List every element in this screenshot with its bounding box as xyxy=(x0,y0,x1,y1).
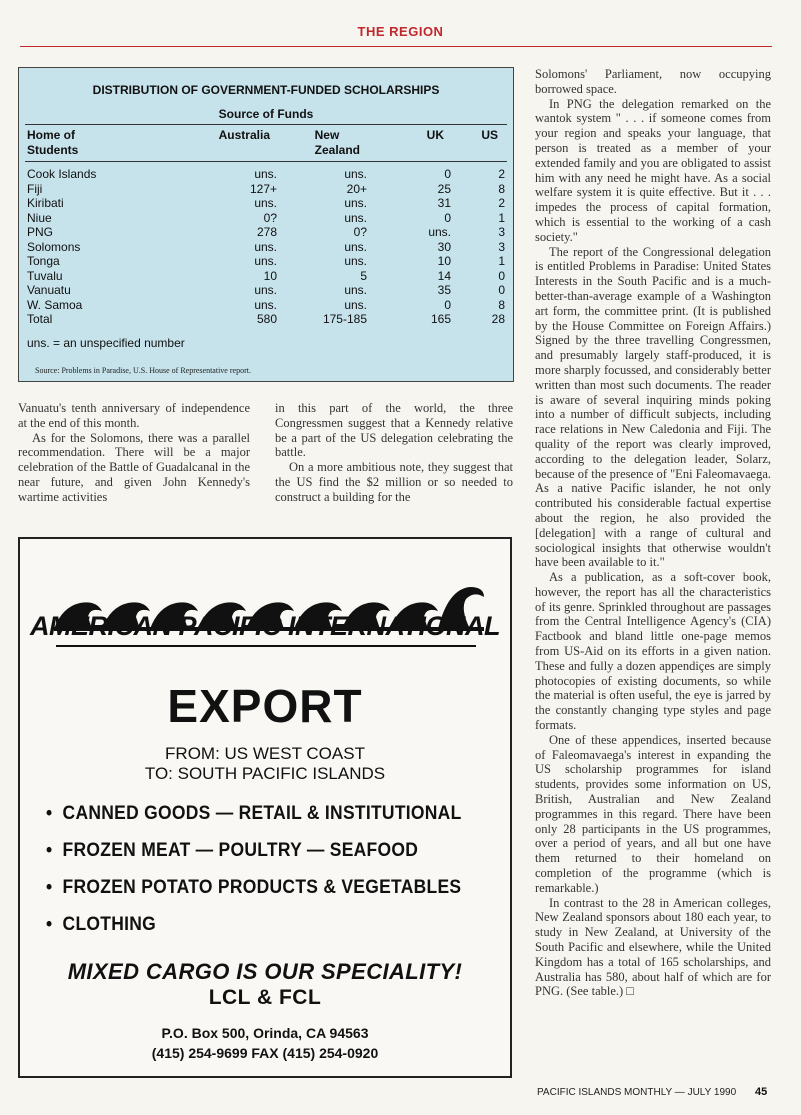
phone-fax: (415) 254-9699 FAX (415) 254-0920 xyxy=(151,1045,379,1061)
table-cell: 0 xyxy=(444,210,451,225)
bullet-icon: • xyxy=(46,914,53,935)
table-cell: 10 xyxy=(437,254,451,268)
table-cell: uns. xyxy=(254,283,277,297)
table-cell: 20+ xyxy=(346,181,367,196)
table-cell: uns. xyxy=(254,196,277,210)
table-cell: 127+ xyxy=(249,181,277,196)
table-source: Source: Problems in Paradise, U.S. House of Representative report. xyxy=(35,366,251,375)
ad-tagline: MIXED CARGO IS OUR SPECIALITY! xyxy=(67,959,463,984)
table-cell: Total xyxy=(27,312,53,326)
table-rule-header xyxy=(25,161,507,162)
table-cell: 0 xyxy=(498,268,505,283)
table-cell: PNG xyxy=(27,225,54,239)
paragraph: As for the Solomons, there was a parallel recommendation. There will be a major celebration of the Battle of Guadalcanal in the near future, and given John Kennedy's wartime activities xyxy=(18,430,250,504)
scholarship-table xyxy=(18,67,514,382)
table-row xyxy=(25,283,507,298)
table-cell: Kiribati xyxy=(27,196,64,210)
table-cell: 580 xyxy=(256,312,277,326)
list-item: • CLOTHING xyxy=(46,914,157,935)
table-row xyxy=(25,254,507,269)
table-row xyxy=(25,298,507,313)
table-cell: uns. xyxy=(344,254,367,268)
table-cell: 3 xyxy=(498,239,505,254)
table-cell: W. Samoa xyxy=(27,297,83,312)
table-cell: uns. xyxy=(344,297,367,312)
paragraph: On a more ambitious note, they suggest that the US find the $2 million or so needed to construct a building for the xyxy=(275,460,513,504)
paragraph: in this part of the world, the three Congressmen suggest that a Kennedy relative be a part of the US delegation celebrating the battle. xyxy=(275,401,513,460)
paragraph: Solomons' Parliament, now occupying borrowed space. xyxy=(535,67,771,96)
table-cell: 0 xyxy=(498,283,505,297)
table-cell: uns. xyxy=(254,254,277,268)
table-cell: 3 xyxy=(498,225,505,239)
table-cell: uns. xyxy=(254,297,277,312)
ad-headline: EXPORT xyxy=(167,680,363,732)
list-item: • CANNED GOODS — RETAIL & INSTITUTIONAL xyxy=(46,803,462,824)
table-cell: Tonga xyxy=(27,254,60,268)
table-cell: uns. xyxy=(344,283,367,297)
table-cell: Fiji xyxy=(27,181,43,196)
section-header: THE REGION xyxy=(357,24,444,39)
paragraph: As a publication, as a soft-cover book, however, the report has all the characteristics of its genre. Sprinkled throughout are passages from the Central Intelligence Agency's (CIA) Factbook and bland little one-page memos from US-Aid on its efforts in a given nation. These and fully a dozen appendiçes are simply photocopies of existing documents, so while the material is often useful, the eye is jarred by the constantly changing type styles and page formats. xyxy=(535,570,771,733)
shipping-route xyxy=(20,744,510,784)
header-rule xyxy=(20,46,772,47)
ad-cargo-type: LCL & FCL xyxy=(208,986,322,1009)
table-cell: 0? xyxy=(263,210,277,225)
table-row xyxy=(25,269,507,284)
table-cell: Cook Islands xyxy=(27,167,97,181)
table-title: DISTRIBUTION OF GOVERNMENT-FUNDED SCHOLARSHIPS xyxy=(92,83,440,97)
table-row xyxy=(25,225,507,240)
table-row xyxy=(25,211,507,226)
route-from: FROM: US WEST COAST xyxy=(165,744,365,763)
table-cell: 0 xyxy=(444,297,451,312)
paragraph: The report of the Congressional delegation is entitled Problems in Paradise: United States Interests in the South Pacific and is a much-better-than-average example of a Washington art form, the committee print. (It is published by the House Committee on Foreign Affairs.) Signed by the three travelling Congressmen, and presumably largely staff-produced, it is more sharply focussed, and considerably better written than most such documents. The reader is aware of several inquiring minds poking into a number of difficult subjects, including race relations in New Caledonia and Fiji. The quality of the report was clearly improved, according to the delegation leader, Solarz, because of the presence of "Eni Faleomavaega. As a native Pacific islander, he not only contributed his considerable factual expertise about the region, he also provided the [delegation] with a range of cultural and sociological insights that otherwise wouldn't have been available to it." xyxy=(535,244,771,570)
advertisement xyxy=(18,537,512,1078)
table-cell: 8 xyxy=(498,297,505,312)
table-cell: 1 xyxy=(498,254,505,268)
paragraph: In PNG the delegation remarked on the wantok system " . . . if someone comes from your region and speaks your language, that person is treated as a member of your extended family and you are obligated to assist him with any need he might have. As a social welfare system it is quite effective. But it . . . impedes the process of capital formation, which is essential to the working of a cash society." xyxy=(535,96,771,244)
table-cell: 1 xyxy=(498,210,505,225)
table-row xyxy=(25,167,507,182)
table-cell: 0 xyxy=(444,167,451,181)
paragraph: Vanuatu's tenth anniversary of independence at the end of this month. xyxy=(18,401,250,430)
table-row xyxy=(25,312,507,327)
list-item: • FROZEN MEAT — POULTRY — SEAFOOD xyxy=(46,840,419,861)
table-cell: 31 xyxy=(437,196,451,210)
list-item: • FROZEN POTATO PRODUCTS & VEGETABLES xyxy=(46,877,462,898)
table-cell: 175-185 xyxy=(322,312,367,326)
table-cell: uns. xyxy=(344,210,367,225)
table-cell: uns. xyxy=(344,239,367,254)
table-cell: 8 xyxy=(498,181,505,196)
table-row xyxy=(25,182,507,197)
table-cell: Vanuatu xyxy=(27,283,71,297)
table-cell: 25 xyxy=(437,181,451,196)
contact-info xyxy=(20,1023,510,1063)
table-row xyxy=(25,196,507,211)
table-cell: uns. xyxy=(254,239,277,254)
article-column-1 xyxy=(18,401,250,505)
column-header-home: Home of Students xyxy=(27,128,79,157)
table-cell: 2 xyxy=(498,196,505,210)
address: P.O. Box 500, Orinda, CA 94563 xyxy=(161,1025,369,1041)
bullet-icon: • xyxy=(46,840,53,861)
column-header-uk: UK xyxy=(426,128,444,142)
table-note: uns. = an unspecified number xyxy=(27,336,185,350)
bullet-icon: • xyxy=(46,803,53,824)
column-header-australia: Australia xyxy=(218,128,270,142)
table-cell: uns. xyxy=(428,225,451,239)
table-cell: 14 xyxy=(437,268,451,283)
table-cell: 0? xyxy=(353,225,367,239)
table-cell: 278 xyxy=(256,225,277,239)
table-rule-top xyxy=(25,124,507,125)
table-cell: 30 xyxy=(437,239,451,254)
table-cell: uns. xyxy=(344,196,367,210)
table-cell: uns. xyxy=(344,167,367,181)
brand-name: AMERICAN PACIFIC INTERNATIONAL xyxy=(30,611,500,641)
paragraph: In contrast to the 28 in American colleges, New Zealand sponsors about 180 each year, to study in New Zealand, at University of the South Pacific and elsewhere, while the United Kingdom has a total of 165 scholarships, and Australia has 580, about half of which are for PNG. (See table.) □ xyxy=(535,895,771,999)
route-to: TO: SOUTH PACIFIC ISLANDS xyxy=(144,764,386,783)
column-header-us: US xyxy=(481,128,498,142)
article-column-3 xyxy=(535,67,771,999)
article-column-2 xyxy=(275,401,513,505)
table-body xyxy=(25,167,507,327)
brand-rule xyxy=(56,645,476,647)
table-cell: 5 xyxy=(360,268,367,283)
bullet-icon: • xyxy=(46,877,53,898)
table-cell: Niue xyxy=(27,210,52,225)
table-row xyxy=(25,240,507,255)
table-cell: uns. xyxy=(254,167,277,181)
table-cell: 2 xyxy=(498,167,505,181)
table-cell: 10 xyxy=(263,268,277,283)
table-cell: Solomons xyxy=(27,239,81,254)
table-cell: 35 xyxy=(437,283,451,297)
column-header-new-zealand: New Zealand xyxy=(314,128,360,157)
product-list xyxy=(46,803,506,951)
publication-footer: PACIFIC ISLANDS MONTHLY — JULY 1990 xyxy=(537,1087,737,1098)
paragraph: One of these appendices, inserted because of Faleomavaega's interest in expanding the US scholarship programmes for island students, provides some information on US, British, Australian and New Zealand programmes in this regard. There have been only 28 participants in the US programmes, over a period of years, and all but one have them returned to their homeland on completion of the programme (which is remarkable.) xyxy=(535,732,771,895)
page-number: 45 xyxy=(755,1086,768,1098)
table-cell: 28 xyxy=(491,312,505,326)
table-cell: Tuvalu xyxy=(27,268,63,283)
table-subtitle: Source of Funds xyxy=(218,107,314,121)
table-cell: 165 xyxy=(430,312,451,326)
